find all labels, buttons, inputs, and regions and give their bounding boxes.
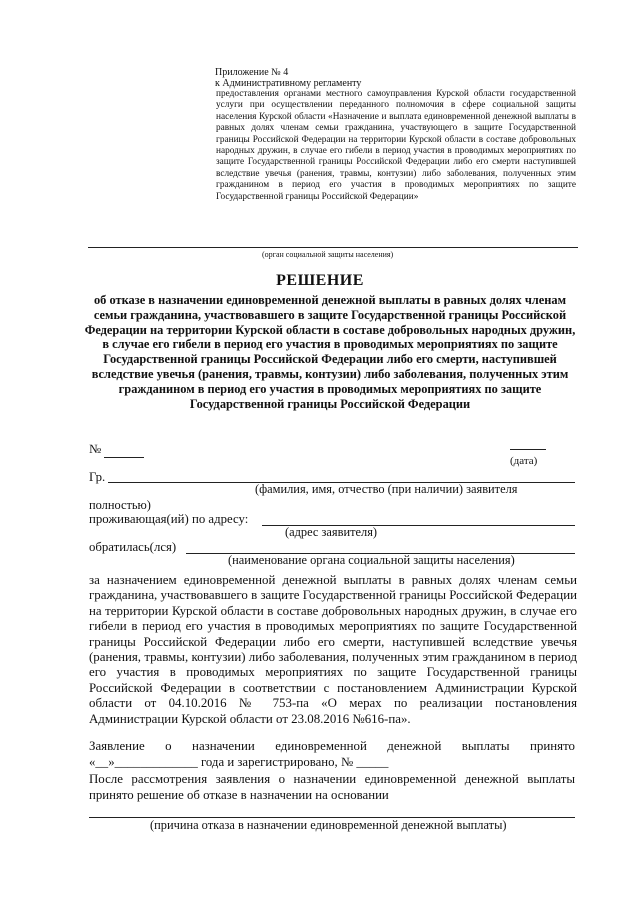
appendix-header bbox=[215, 67, 361, 89]
citizen-caption: (фамилия, имя, отчество (при наличии) заявителя bbox=[255, 482, 518, 496]
appendix-number: Приложение № 4 bbox=[215, 67, 289, 78]
citizen-caption-cont: полностью) bbox=[89, 498, 151, 512]
applied-label: обратилась(лся) bbox=[89, 540, 177, 554]
applied-caption: (наименование органа социальной защиты населения) bbox=[228, 553, 515, 567]
address-caption: (адрес заявителя) bbox=[285, 525, 378, 539]
number-field[interactable] bbox=[104, 457, 144, 458]
citizen-label: Гр. bbox=[89, 470, 106, 484]
main-paragraph: за назначением единовременной денежной выплаты в равных долях членам семьи гражданина, участвовавшего в защите Государственной границы Российской Федерации на территории Курской области в составе добровольных народных дружин, в случае его гибели в период его участия в проводимых мероприятиях по защите Государственной границы Российской Федерации либо его смерти, наступившей вследствие увечья (ранения, травмы, контузии) либо заболевания, полученных этим гражданином в период его участия в проводимых мероприятиях по защите Государственной границы Российской Федерации в соответствии с постановлением Администрации Курской области от 04.10.2016 № 753-па «О мерах по реализации постановления Администрации Курской области от 23.08.2016 №616-па». bbox=[89, 573, 577, 726]
application-line-3: После рассмотрения заявления о назначении единовременной денежной выплаты bbox=[89, 772, 575, 786]
org-caption: (орган социальной защиты населения) bbox=[262, 250, 394, 259]
appendix-regulation: к Административному регламенту bbox=[215, 78, 362, 89]
address-label: проживающая(ий) по адресу: bbox=[89, 512, 249, 526]
date-caption: (дата) bbox=[510, 455, 538, 467]
page-title: РЕШЕНИЕ bbox=[276, 272, 364, 289]
number-label: № bbox=[89, 442, 102, 456]
application-line-4: принято решение об отказе в назначении на основании bbox=[89, 788, 389, 802]
reason-caption: (причина отказа в назначении единовременной денежной выплаты) bbox=[150, 818, 507, 832]
appendix-description: предоставления органами местного самоуправления Курской области государственной услуги при осуществлении переданного полномочия в сфере социальной защиты населения Курской области «Назначение и выплата единовременной денежной выплаты в равных долях членам семьи гражданина, участвующего в защите Государственной границы Российской Федерации на территории Курской области в составе добровольных народных дружин, в случае его гибели в период участия в проводимых мероприятиях по защите Государственной границы Российской Федерации либо его смерти наступившей вследствие увечья (ранения, травмы, контузии) либо заболевания, полученных этим гражданином в период его участия в проводимых мероприятиях по защите Государственной границы Российской Федерации» bbox=[216, 89, 576, 202]
application-line-2: «__»_____________ года и зарегистрировано, № _____ bbox=[89, 755, 389, 769]
date-field[interactable] bbox=[510, 449, 546, 450]
decision-subtitle: об отказе в назначении единовременной денежной выплаты в равных долях членам семьи гражданина, участвовавшего в защите Государственной границы Российской Федерации на территории Курской области в составе добровольных народных дружин, в случае его гибели в период его участия в проводимых мероприятиях по защите Государственной границы Российской Федерации либо его смерти, наступившей вследствие увечья (ранения, травмы, контузии) либо заболевания, полученных этим гражданином в период его участия в проводимых мероприятиях по защите Государственной границы Российской Федерации bbox=[84, 293, 576, 411]
application-line-1: Заявление о назначении единовременной денежной выплаты принято bbox=[89, 739, 575, 753]
org-line bbox=[88, 247, 578, 248]
